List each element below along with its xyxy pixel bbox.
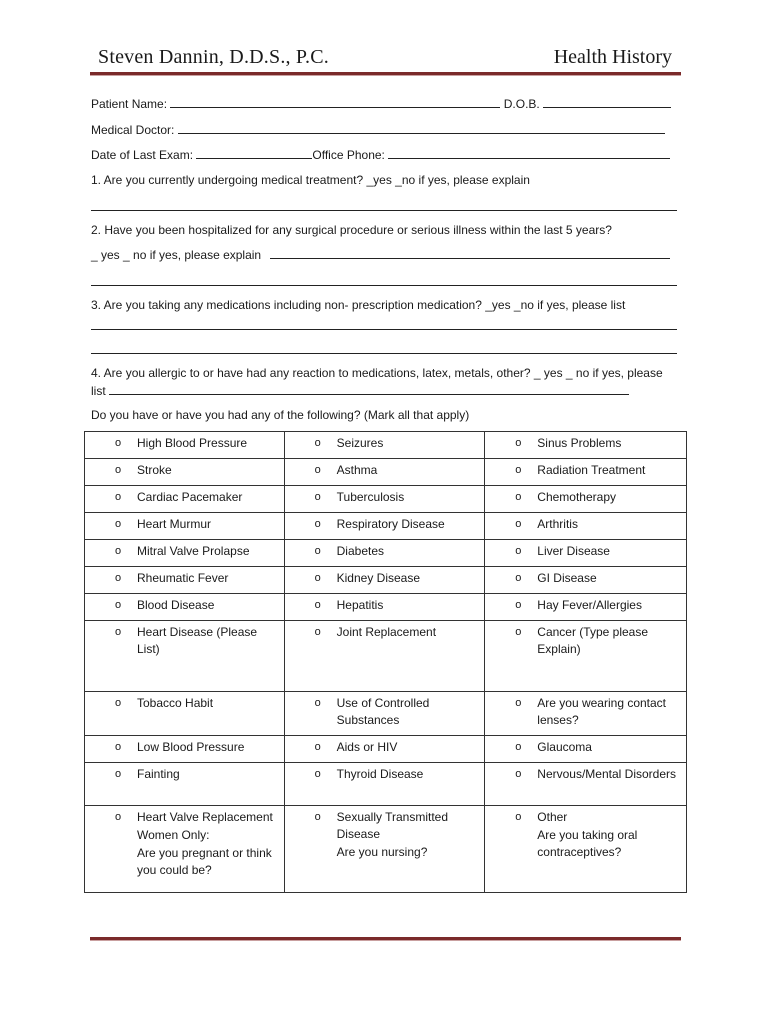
condition-cell (485, 692, 687, 736)
last-exam-label: Date of Last Exam: (91, 148, 194, 162)
condition-label: Tuberculosis (336, 490, 405, 504)
checkbox-circle-icon[interactable]: o (515, 768, 522, 780)
condition-label: Nervous/Mental Disorders (537, 767, 676, 781)
condition-label: Sinus Problems (537, 436, 622, 450)
condition-label: Stroke (137, 463, 172, 477)
checkbox-circle-icon[interactable]: o (314, 697, 321, 709)
question-3: 3. Are you taking any medications including non- prescription medication? _yes _no if yes, please list (91, 298, 626, 312)
condition-item[interactable] (485, 432, 686, 455)
conditions-row (85, 736, 687, 763)
condition-cell (85, 486, 285, 513)
checkbox-circle-icon[interactable]: o (115, 464, 122, 476)
header-divider (90, 72, 681, 76)
special-question: Women Only: (137, 828, 210, 842)
condition-label: Kidney Disease (336, 571, 421, 585)
condition-label: Are you wearing contact lenses? (537, 696, 667, 727)
checkbox-circle-icon[interactable]: o (515, 572, 522, 584)
condition-label: Thyroid Disease (336, 767, 424, 781)
condition-cell (284, 432, 485, 459)
condition-item[interactable] (85, 736, 284, 759)
condition-item[interactable] (485, 763, 686, 786)
condition-cell (485, 567, 687, 594)
document-title: Health History (553, 46, 672, 68)
condition-label: Sexually Transmitted Disease (336, 810, 449, 841)
checkbox-circle-icon[interactable]: o (314, 437, 321, 449)
condition-item[interactable] (485, 459, 686, 482)
condition-label: Respiratory Disease (336, 517, 445, 531)
checkbox-circle-icon[interactable]: o (115, 572, 122, 584)
condition-item[interactable] (285, 486, 485, 509)
condition-cell (284, 540, 485, 567)
condition-cell (85, 692, 285, 736)
condition-cell (485, 513, 687, 540)
condition-item[interactable] (285, 540, 485, 563)
condition-item[interactable] (285, 763, 485, 786)
checkbox-circle-icon[interactable]: o (115, 626, 122, 638)
condition-cell (485, 736, 687, 763)
question-4-text: 4. Are you allergic to or have had any reaction to medications, latex, metals, other? _ yes _ no if yes, please list (91, 366, 663, 398)
condition-item[interactable] (485, 594, 686, 617)
conditions-row (85, 806, 687, 893)
question-2: 2. Have you been hospitalized for any surgical procedure or serious illness within the last 5 years? (91, 223, 612, 237)
dob-label: D.O.B. (503, 97, 540, 111)
checkbox-circle-icon[interactable]: o (115, 491, 122, 503)
last-exam-field[interactable] (196, 146, 312, 159)
condition-item[interactable] (485, 621, 686, 661)
condition-cell (284, 486, 485, 513)
condition-item[interactable] (85, 567, 284, 590)
condition-item[interactable] (485, 736, 686, 759)
condition-label: Other (537, 810, 568, 824)
condition-item[interactable] (85, 459, 284, 482)
q2-explain-field[interactable] (270, 246, 670, 259)
condition-item[interactable] (85, 692, 284, 715)
condition-label: Glaucoma (537, 740, 592, 754)
condition-cell (85, 621, 285, 692)
condition-cell (85, 459, 285, 486)
special-question: Are you taking oral contraceptives? (537, 828, 638, 859)
condition-cell (284, 692, 485, 736)
condition-cell (85, 594, 285, 621)
condition-item[interactable] (285, 736, 485, 759)
q3-answer-line-2[interactable] (91, 353, 677, 354)
checkbox-circle-icon[interactable]: o (515, 491, 522, 503)
checkbox-circle-icon[interactable]: o (314, 518, 321, 530)
condition-cell (284, 806, 485, 893)
checkbox-circle-icon[interactable]: o (115, 599, 122, 611)
condition-cell (284, 459, 485, 486)
condition-cell (85, 736, 285, 763)
condition-label: GI Disease (537, 571, 597, 585)
checkbox-circle-icon[interactable]: o (515, 464, 522, 476)
checkbox-circle-icon[interactable]: o (115, 768, 122, 780)
condition-label: Arthritis (537, 517, 578, 531)
patient-name-row (91, 95, 677, 113)
checkbox-circle-icon[interactable]: o (515, 811, 522, 823)
checkbox-circle-icon[interactable]: o (115, 811, 122, 823)
condition-item[interactable] (85, 513, 284, 536)
condition-item[interactable] (285, 692, 485, 732)
q2-answer-line[interactable] (91, 285, 677, 286)
conditions-prompt: Do you have or have you had any of the following? (Mark all that apply) (91, 408, 470, 422)
condition-item[interactable] (85, 763, 284, 786)
conditions-row (85, 594, 687, 621)
condition-item[interactable] (485, 567, 686, 590)
checkbox-circle-icon[interactable]: o (314, 572, 321, 584)
condition-cell (485, 763, 687, 806)
condition-item[interactable] (285, 459, 485, 482)
checkbox-circle-icon[interactable]: o (115, 697, 122, 709)
checkbox-circle-icon[interactable]: o (515, 545, 522, 557)
condition-item[interactable] (485, 486, 686, 509)
condition-cell (485, 540, 687, 567)
condition-label: Hepatitis (336, 598, 384, 612)
checkbox-circle-icon[interactable]: o (515, 626, 522, 638)
q3-answer-line-1[interactable] (91, 329, 677, 330)
dob-field[interactable] (543, 95, 671, 108)
condition-item[interactable] (85, 486, 284, 509)
condition-label: Mitral Valve Prolapse (137, 544, 250, 558)
condition-label: Chemotherapy (537, 490, 616, 504)
office-phone-label: Office Phone: (312, 148, 385, 162)
condition-item[interactable] (285, 621, 485, 644)
checkbox-circle-icon[interactable]: o (314, 599, 321, 611)
special-question: Are you nursing? (336, 845, 428, 859)
condition-item[interactable] (285, 594, 485, 617)
condition-item[interactable] (85, 806, 284, 882)
condition-label: Aids or HIV (336, 740, 398, 754)
condition-cell (284, 621, 485, 692)
practice-name: Steven Dannin, D.D.S., P.C. (98, 46, 329, 68)
document-header (98, 46, 672, 74)
checkbox-circle-icon[interactable]: o (314, 491, 321, 503)
checkbox-circle-icon[interactable]: o (314, 768, 321, 780)
condition-cell (485, 459, 687, 486)
condition-item[interactable] (85, 594, 284, 617)
checkbox-circle-icon[interactable]: o (115, 741, 122, 753)
condition-label: Cardiac Pacemaker (137, 490, 243, 504)
checkbox-circle-icon[interactable]: o (314, 545, 321, 557)
condition-item[interactable] (285, 513, 485, 536)
checkbox-circle-icon[interactable]: o (515, 518, 522, 530)
conditions-row (85, 567, 687, 594)
condition-cell (284, 594, 485, 621)
condition-label: Rheumatic Fever (137, 571, 229, 585)
special-question: Are you pregnant or think you could be? (137, 846, 272, 877)
condition-cell (284, 763, 485, 806)
condition-label: Heart Disease (Please List) (137, 625, 258, 656)
medical-doctor-label: Medical Doctor: (91, 123, 175, 137)
conditions-row (85, 432, 687, 459)
condition-label: Blood Disease (137, 598, 215, 612)
conditions-row (85, 763, 687, 806)
checkbox-circle-icon[interactable]: o (515, 741, 522, 753)
checkbox-circle-icon[interactable]: o (314, 626, 321, 638)
conditions-table (84, 431, 687, 893)
condition-cell (485, 621, 687, 692)
condition-cell (284, 567, 485, 594)
condition-label: Hay Fever/Allergies (537, 598, 642, 612)
checkbox-circle-icon[interactable]: o (115, 518, 122, 530)
conditions-row (85, 692, 687, 736)
patient-name-label: Patient Name: (91, 97, 168, 111)
question-1: 1. Are you currently undergoing medical treatment? _yes _no if yes, please explain (91, 173, 530, 187)
conditions-row (85, 540, 687, 567)
medical-doctor-field[interactable] (178, 121, 665, 134)
condition-cell (85, 567, 285, 594)
question-4 (91, 365, 671, 400)
patient-name-field[interactable] (170, 95, 500, 108)
condition-label: Fainting (137, 767, 180, 781)
condition-item[interactable] (485, 806, 686, 864)
condition-item[interactable] (485, 540, 686, 563)
condition-cell (485, 806, 687, 893)
condition-cell (485, 432, 687, 459)
checkbox-circle-icon[interactable]: o (314, 811, 321, 823)
condition-cell (485, 594, 687, 621)
condition-cell (85, 763, 285, 806)
conditions-row (85, 486, 687, 513)
condition-item[interactable] (285, 432, 485, 455)
condition-label: High Blood Pressure (137, 436, 248, 450)
condition-cell (284, 736, 485, 763)
checkbox-circle-icon[interactable]: o (515, 599, 522, 611)
condition-label: Joint Replacement (336, 625, 437, 639)
condition-item[interactable] (85, 540, 284, 563)
conditions-row (85, 513, 687, 540)
condition-cell (85, 432, 285, 459)
exam-phone-row (91, 146, 677, 164)
condition-cell (85, 513, 285, 540)
footer-divider (90, 937, 681, 941)
conditions-row (85, 459, 687, 486)
condition-label: Liver Disease (537, 544, 610, 558)
condition-label: Cancer (Type please Explain) (537, 625, 649, 656)
condition-label: Radiation Treatment (537, 463, 646, 477)
condition-label: Tobacco Habit (137, 696, 214, 710)
checkbox-circle-icon[interactable]: o (515, 437, 522, 449)
condition-label: Asthma (336, 463, 378, 477)
condition-label: Heart Valve Replacement (137, 810, 273, 824)
condition-cell (485, 486, 687, 513)
condition-label: Diabetes (336, 544, 385, 558)
checkbox-circle-icon[interactable]: o (314, 464, 321, 476)
condition-label: Seizures (336, 436, 384, 450)
medical-doctor-row (91, 121, 677, 139)
condition-item[interactable] (85, 432, 284, 455)
condition-item[interactable] (285, 567, 485, 590)
checkbox-circle-icon[interactable]: o (115, 545, 122, 557)
q2-options: _ yes _ no if yes, please explain (91, 248, 262, 262)
condition-cell (85, 540, 285, 567)
condition-label: Heart Murmur (137, 517, 212, 531)
q1-answer-line[interactable] (91, 210, 677, 211)
q4-list-field[interactable] (109, 382, 629, 395)
condition-label: Low Blood Pressure (137, 740, 245, 754)
condition-label: Use of Controlled Substances (336, 696, 430, 727)
conditions-row (85, 621, 687, 692)
office-phone-field[interactable] (388, 146, 670, 159)
condition-item[interactable] (485, 513, 686, 536)
condition-item[interactable] (285, 806, 485, 864)
checkbox-circle-icon[interactable]: o (515, 697, 522, 709)
condition-item[interactable] (485, 692, 686, 732)
condition-item[interactable] (85, 621, 284, 661)
checkbox-circle-icon[interactable]: o (314, 741, 321, 753)
condition-cell (85, 806, 285, 893)
checkbox-circle-icon[interactable]: o (115, 437, 122, 449)
condition-cell (284, 513, 485, 540)
q2-options-row (91, 246, 677, 264)
